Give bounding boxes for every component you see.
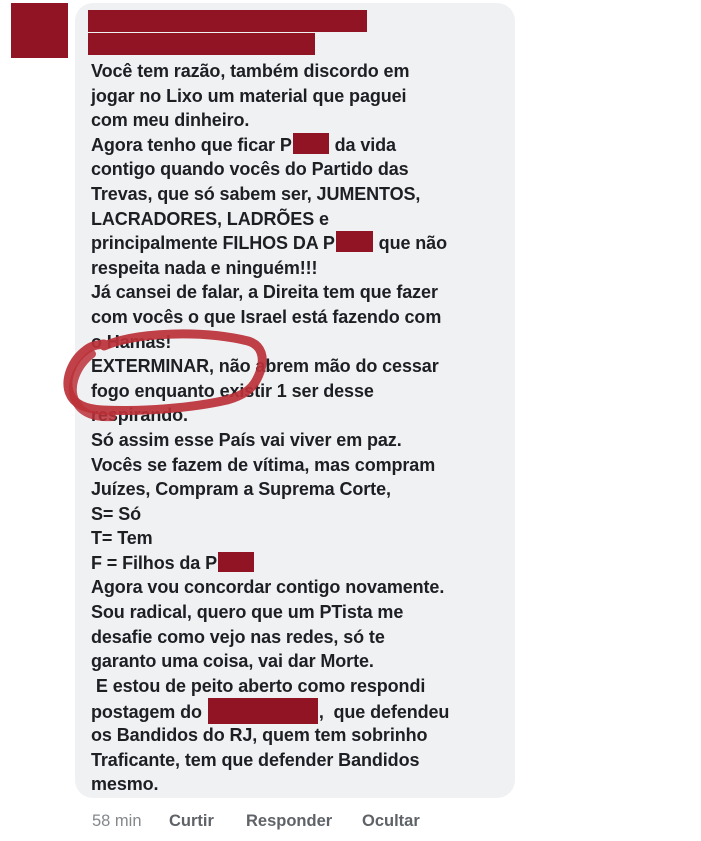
comment-line: T= Tem [91, 528, 153, 549]
avatar[interactable] [11, 3, 68, 58]
redaction-block [218, 552, 254, 572]
comment-line: desafie como vejo nas redes, só te [91, 626, 385, 647]
comment-line: contigo quando vocês do Partido das [91, 159, 409, 180]
author-name-redaction-2 [88, 33, 315, 55]
comment-line: S= Só [91, 503, 142, 524]
comment-line: Agora vou concordar contigo novamente. [91, 577, 445, 598]
comment-line: com meu dinheiro. [91, 110, 250, 131]
comment-line: F = Filhos da P [91, 551, 509, 576]
comment-line: os Bandidos do RJ, quem tem sobrinho [91, 725, 428, 746]
comment-bubble [75, 3, 515, 798]
reply-link[interactable]: Responder [246, 812, 333, 830]
comment-line: fogo enquanto existir 1 ser desse [91, 380, 374, 401]
comment-text [91, 59, 509, 797]
comment-line: Você tem razão, também discordo em [91, 61, 410, 81]
like-link[interactable]: Curtir [169, 812, 214, 830]
comment-line: respeita nada e ninguém!!! [91, 257, 318, 278]
comment-line: Só assim esse País vai viver em paz. [91, 429, 402, 450]
comment-line: Já cansei de falar, a Direita tem que fazer [91, 282, 438, 303]
hide-link[interactable]: Ocultar [362, 812, 420, 830]
comment-line: E estou de peito aberto como respondi [91, 675, 426, 696]
redaction-block [208, 698, 318, 724]
comment-line: jogar no Lixo um material que paguei [91, 85, 407, 106]
comment-line: LACRADORES, LADRÕES e [91, 208, 329, 229]
comment-footer [0, 810, 701, 832]
comment-line: EXTERMINAR, não abrem mão do cessar [91, 356, 439, 377]
comment-line: Trevas, que só sabem ser, JUMENTOS, [91, 183, 421, 204]
comment-line: Agora tenho que ficar P da vida [91, 134, 396, 155]
author-name-redaction-1 [88, 10, 367, 32]
redaction-block [336, 231, 373, 252]
timestamp-link[interactable]: 58 min [92, 812, 142, 830]
comment-line: com vocês o que Israel está fazendo com [91, 306, 442, 327]
comment-line: respirando. [91, 405, 188, 426]
comment-line: o Hamas! [91, 331, 172, 352]
comment-line: principalmente FILHOS DA P que não [91, 233, 447, 254]
comment-line: Juízes, Compram a Suprema Corte, [91, 479, 391, 500]
comment-line: postagem do , que defendeu [91, 698, 509, 723]
comment-line: Traficante, tem que defender Bandidos [91, 749, 420, 770]
comment-line: garanto uma coisa, vai dar Morte. [91, 651, 374, 672]
comment-line: mesmo. [91, 774, 159, 795]
redaction-block [293, 133, 329, 154]
comment-line: Sou radical, quero que um PTista me [91, 602, 404, 623]
comment-line: Vocês se fazem de vítima, mas compram [91, 454, 436, 475]
